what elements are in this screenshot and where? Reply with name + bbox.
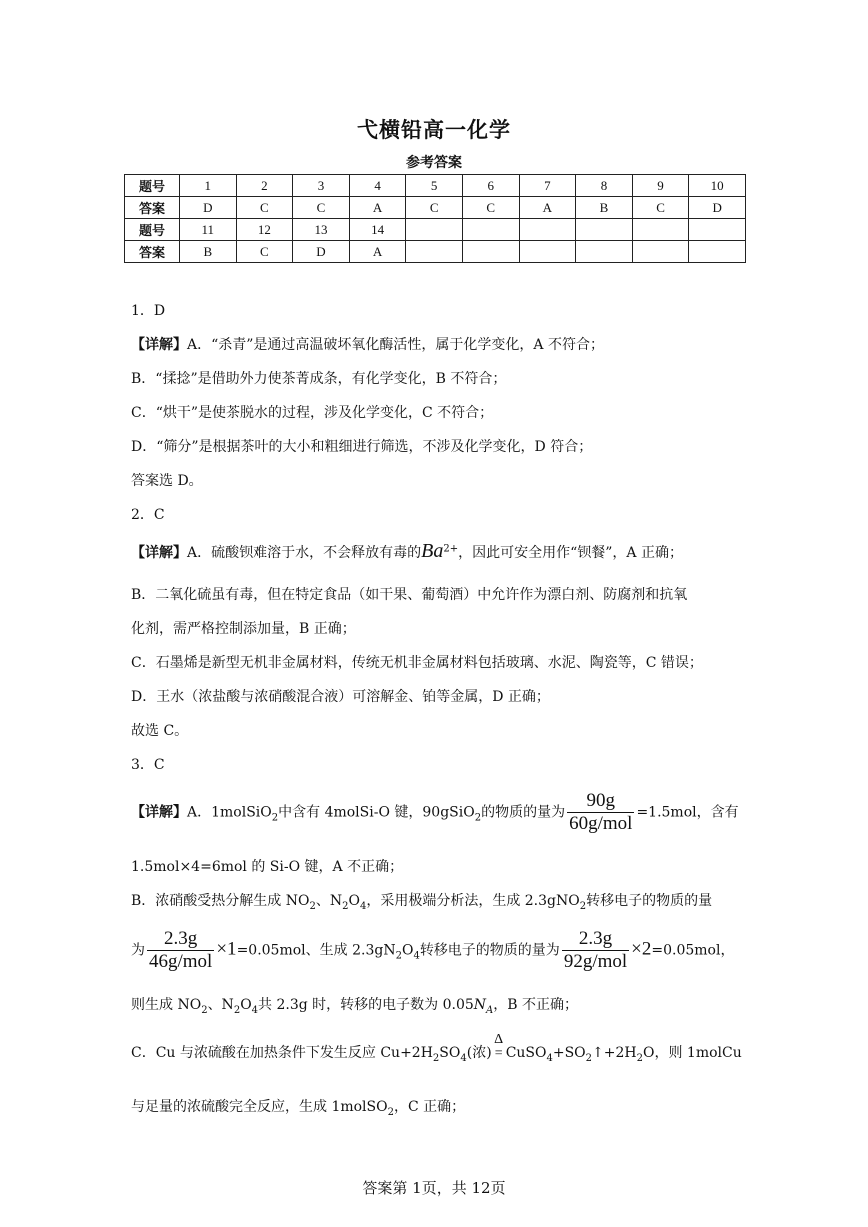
q2-a-pre: A．硫酸钡难溶于水，不会释放有毒的	[187, 545, 422, 561]
avogadro-symbol: N	[473, 997, 487, 1013]
q1-option-c: C．“烘干”是使茶脱水的过程，涉及化学变化，C 不符合；	[131, 405, 494, 421]
question-number: 10	[689, 175, 746, 197]
q3-b-text: 转移电子的物质的量	[586, 893, 713, 909]
subscript: 2	[342, 900, 349, 912]
q3-option-a	[131, 790, 739, 835]
question-number: 14	[349, 219, 406, 241]
heat-condition	[492, 1032, 506, 1062]
q3-option-c-line2	[131, 1096, 465, 1118]
subscript: 2	[309, 900, 316, 912]
q3-b-text: 、N	[207, 997, 234, 1013]
subscript: 2	[201, 1004, 208, 1016]
q3-b-text: O	[348, 893, 360, 909]
subscript: 2	[636, 1052, 643, 1064]
fraction-denominator: 92g/mol	[563, 951, 628, 972]
q3-c-text: 与足量的浓硫酸完全反应，生成 1molSO	[131, 1099, 388, 1115]
fraction	[147, 928, 214, 973]
q2-heading: 2．C	[131, 507, 165, 523]
answer-cell: D	[293, 241, 350, 263]
q2-option-b-line2: 化剂，需严格控制添加量，B 正确；	[131, 621, 356, 637]
subscript: 4	[546, 1052, 553, 1064]
q3-c-text: SO	[439, 1045, 461, 1061]
answer-cell	[406, 241, 463, 263]
q1-heading: 1．D	[131, 303, 166, 319]
q3-c-text: CuSO	[505, 1045, 547, 1061]
explanation-tag: 【详解】	[131, 804, 187, 821]
question-number: 2	[236, 175, 293, 197]
multiplier: ×2	[631, 938, 652, 960]
q3-b-text: O	[401, 942, 414, 959]
question-number: 7	[519, 175, 576, 197]
fraction	[567, 790, 634, 835]
answer-cell	[689, 241, 746, 263]
page-footer: 答案第 1页，共 12页	[362, 1179, 506, 1197]
subscript: 2	[395, 950, 402, 962]
q3-a-mid: 中含有 4molSi-O 键，90gSiO	[278, 804, 475, 821]
q3-b-text: 为	[131, 942, 145, 959]
page-subtitle: 参考答案	[406, 155, 462, 171]
subscript: 4	[251, 1004, 259, 1016]
answer-cell: A	[519, 197, 576, 219]
q3-option-a-line2: 1.5mol×4=6mol 的 Si-O 键，A 不正确；	[131, 859, 404, 875]
subscript: 2	[271, 812, 279, 824]
q3-c-text: O，则 1molCu	[643, 1045, 742, 1061]
q1-option-a	[131, 334, 604, 354]
subscript: 2	[585, 1052, 593, 1064]
question-number: 9	[632, 175, 689, 197]
question-number	[576, 219, 633, 241]
answer-cell: B	[576, 197, 633, 219]
question-number: 6	[462, 175, 519, 197]
answer-cell: D	[689, 197, 746, 219]
multiplier: ×1	[216, 938, 237, 960]
fraction-numerator: 90g	[567, 790, 634, 813]
q3-option-b-line2	[131, 928, 734, 973]
q3-heading: 3．C	[131, 757, 165, 773]
table-row-label: 答案	[125, 241, 180, 263]
question-number	[519, 219, 576, 241]
question-number: 8	[576, 175, 633, 197]
q3-b-text: O	[240, 997, 252, 1013]
q1-option-d: D．“筛分”是根据茶叶的大小和粗细进行筛选，不涉及化学变化，D 符合；	[131, 439, 593, 455]
fraction-denominator: 46g/mol	[149, 951, 213, 972]
answer-cell: C	[462, 197, 519, 219]
q3-a-pre: A．1molSiO	[187, 804, 272, 821]
answer-cell: C	[293, 197, 350, 219]
subscript: 2	[432, 1052, 440, 1064]
q3-b-text: 转移电子的物质的量为	[419, 942, 560, 959]
q3-b-text: =0.05mol、生成 2.3gN	[236, 942, 396, 959]
subscript: 4	[359, 900, 367, 912]
q3-option-b-line1	[131, 890, 712, 912]
subscript: 2	[387, 1106, 394, 1118]
ion-charge: 2+	[443, 543, 459, 555]
q1-conclusion: 答案选 D。	[131, 473, 203, 489]
question-number: 4	[349, 175, 406, 197]
q3-b-text: 共 2.3g 时，转移的电子数为 0.05	[258, 997, 474, 1013]
table-row-label: 答案	[125, 197, 180, 219]
answer-cell: D	[180, 197, 237, 219]
barium-ion: Ba	[421, 540, 444, 562]
table-row-label: 题号	[125, 219, 180, 241]
q2-option-d: D．王水（浓盐酸与浓硝酸混合液）可溶解金、铂等金属，D 正确；	[131, 689, 550, 705]
answer-cell	[462, 241, 519, 263]
q1-option-b: B．“揉捻”是借助外力使茶菁成条，有化学变化，B 不符合；	[131, 371, 507, 387]
answer-cell	[519, 241, 576, 263]
subscript: 4	[413, 950, 420, 962]
q3-b-text: 则生成 NO	[131, 997, 202, 1013]
fraction	[562, 928, 629, 973]
answer-cell: A	[349, 197, 406, 219]
q2-conclusion: 故选 C。	[131, 723, 189, 739]
q3-b-text: ，采用极端分析法，生成 2.3gNO	[366, 893, 580, 909]
question-number: 11	[180, 219, 237, 241]
question-number	[632, 219, 689, 241]
q3-c-text: +SO	[552, 1045, 586, 1061]
table-row-label: 题号	[125, 175, 180, 197]
table-row	[125, 175, 746, 197]
table-row	[125, 219, 746, 241]
question-number: 1	[180, 175, 237, 197]
q3-option-c-line1	[131, 1032, 742, 1064]
subscript: A	[486, 1004, 494, 1016]
q3-c-text: (浓)	[466, 1045, 492, 1061]
explanation-tag: 【详解】	[131, 337, 187, 353]
fraction-denominator: 60g/mol	[569, 813, 633, 834]
question-number: 12	[236, 219, 293, 241]
subscript: 2	[579, 900, 587, 912]
table-row	[125, 197, 746, 219]
subscript: 2	[474, 812, 482, 824]
delta-icon: Δ	[494, 1032, 504, 1047]
answer-cell	[576, 241, 633, 263]
q3-a-mid: 的物质的量为	[481, 804, 566, 821]
q3-option-b-line3	[131, 994, 578, 1016]
answer-table	[124, 174, 746, 263]
question-number: 13	[293, 219, 350, 241]
question-number: 5	[406, 175, 463, 197]
answer-cell: C	[632, 197, 689, 219]
q2-a-post: ，因此可安全用作“钡餐”，A 正确；	[458, 545, 683, 561]
q3-c-text: ，C 正确；	[393, 1099, 466, 1115]
q2-option-c: C．石墨烯是新型无机非金属材料，传统无机非金属材料包括玻璃、水泥、陶瓷等，C 错误；	[131, 655, 703, 671]
subscript: 2	[233, 1004, 241, 1016]
question-number	[689, 219, 746, 241]
question-number	[462, 219, 519, 241]
q3-c-text: C．Cu 与浓硫酸在加热条件下发生反应 Cu+2H	[131, 1045, 433, 1061]
explanation-tag: 【详解】	[131, 545, 187, 561]
q3-b-text: 、N	[315, 893, 343, 909]
answer-cell	[632, 241, 689, 263]
q3-a-post: =1.5mol，含有	[636, 804, 739, 821]
page-title: 弋横铅高一化学	[357, 117, 511, 142]
equals-sign: =	[494, 1046, 503, 1061]
fraction-numerator: 2.3g	[147, 928, 214, 951]
q2-option-b-line1: B．二氧化硫虽有毒，但在特定食品（如干果、葡萄酒）中允许作为漂白剂、防腐剂和抗氧	[131, 587, 688, 603]
table-row	[125, 241, 746, 263]
q1-a-text: A．“杀青”是通过高温破坏氧化酶活性，属于化学变化，A 不符合；	[187, 337, 604, 353]
q3-c-text: ↑+2H	[592, 1045, 637, 1061]
question-number	[406, 219, 463, 241]
question-number: 3	[293, 175, 350, 197]
answer-cell: B	[180, 241, 237, 263]
subscript: 4	[460, 1052, 467, 1064]
q2-option-a	[131, 540, 683, 563]
answer-cell: C	[406, 197, 463, 219]
q3-b-text: ，B 不正确；	[493, 997, 579, 1013]
answer-cell: C	[236, 241, 293, 263]
answer-cell: C	[236, 197, 293, 219]
q3-b-text: B．浓硝酸受热分解生成 NO	[131, 893, 310, 909]
fraction-numerator: 2.3g	[562, 928, 629, 951]
answer-cell: A	[349, 241, 406, 263]
q3-b-text: =0.05mol，	[651, 942, 735, 959]
